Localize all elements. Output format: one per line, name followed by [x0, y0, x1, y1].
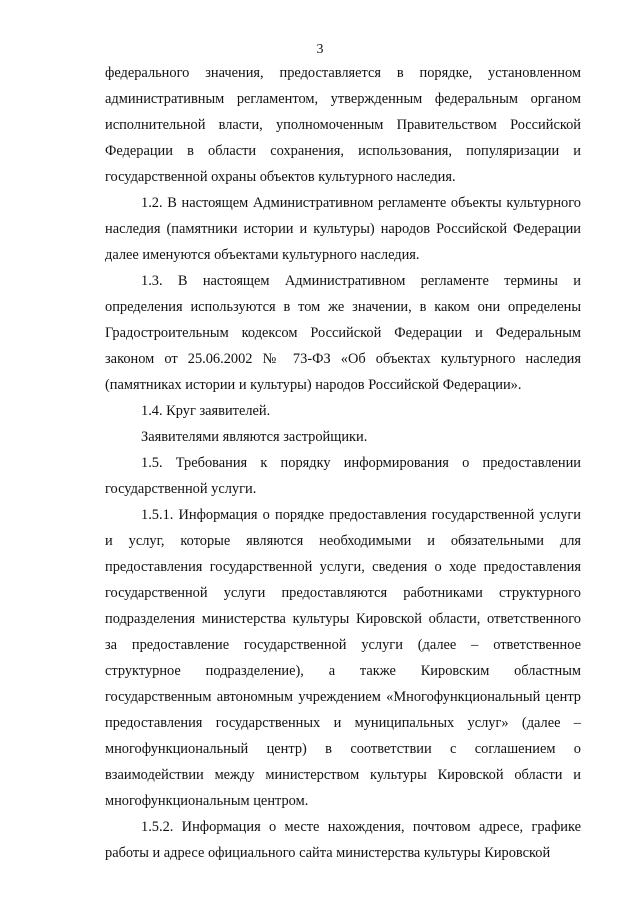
paragraph-1-3: 1.3. В настоящем Административном регламенте термины и определения используются в том же значении, в каком они определены Градостроительным кодексом Российской Федерации и Федеральным законом от 25.06.2002 № 73-ФЗ «Об объектах культурного наследия (памятниках истории и культуры) народов Российской Федерации». — [105, 273, 581, 393]
paragraph-1-4: 1.4. Круг заявителей. — [141, 403, 271, 419]
paragraph-1-2: 1.2. В настоящем Административном регламенте объекты культурного наследия (памятники истории и культуры) народов Российской Федерации далее именуются объектами культурного наследия. — [105, 195, 581, 263]
paragraph-1-5: 1.5. Требования к порядку информирования о предоставлении государственной услуги. — [105, 455, 581, 497]
document-body — [105, 60, 581, 866]
paragraph-applicants: Заявителями являются застройщики. — [141, 429, 368, 445]
page-number: 3 — [316, 42, 324, 57]
paragraph-1-5-1: 1.5.1. Информация о порядке предоставления государственной услуги и услуг, которые являются необходимыми и обязательными для предоставления государственной услуги, сведения о ходе предоставления государственной услуги предоставляются работниками структурного подразделения министерства культуры Кировской области, ответственного за предоставление государственной услуги (далее – ответственное структурное подразделение), а также Кировским областным государственным автономным учреждением «Многофункциональный центр предоставления государственных и муниципальных услуг» (далее – многофункциональный центр) в соответствии с соглашением о взаимодействии между министерством культуры Кировской области и многофункциональным центром. — [105, 507, 581, 809]
paragraph-continuation: федерального значения, предоставляется в порядке, установленном административным регламентом, утвержденным федеральным органом исполнительной власти, уполномоченным Правительством Российской Федерации в области сохранения, использования, популяризации и государственной охраны объектов культурного наследия. — [105, 65, 581, 185]
paragraph-1-5-2: 1.5.2. Информация о месте нахождения, почтовом адресе, графике работы и адресе официального сайта министерства культуры Кировской — [105, 819, 581, 861]
